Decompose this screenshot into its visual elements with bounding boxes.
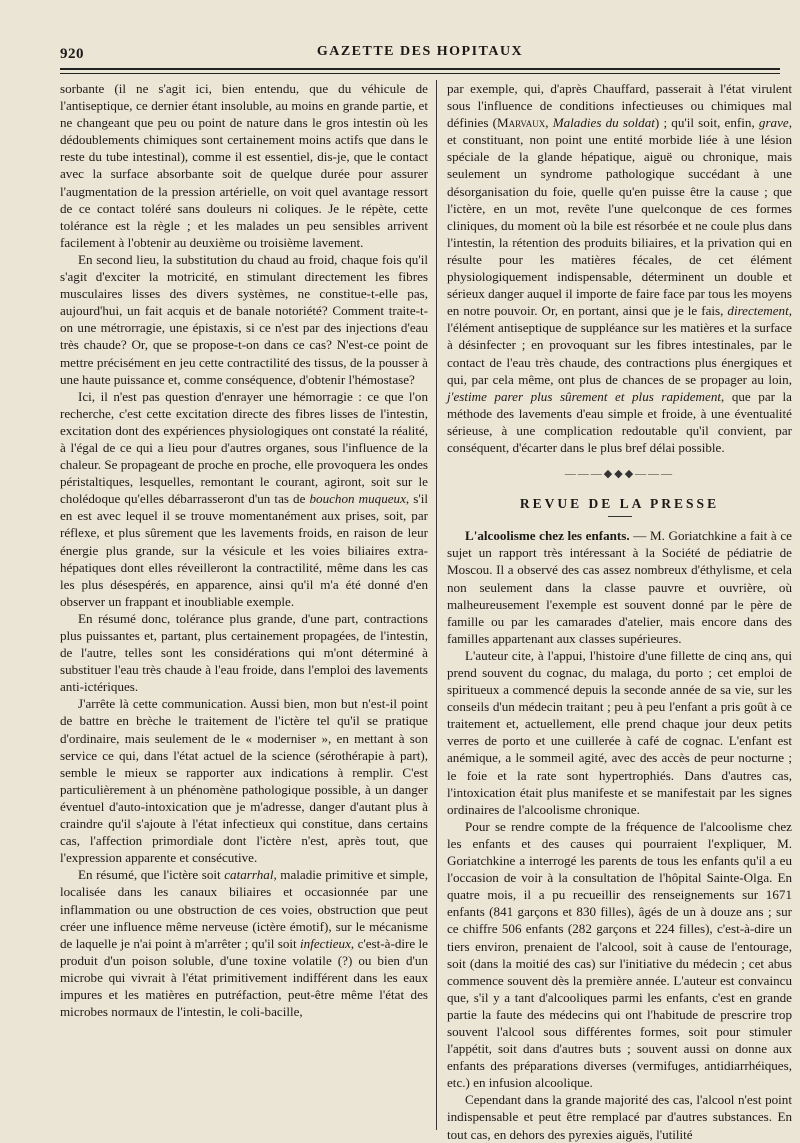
page-header: [60, 28, 780, 72]
paragraph: En second lieu, la substitution du chaud au froid, chaque fois qu'il s'agit d'exciter la motricité, en stimulant directement les fibres musculaires lisses des divers systèmes, ne constitue-t-elle pas, aujourd'hui, un fait acquis et de banale notoriété? Comment traite-t-on une métrorragie, une épistaxis, si ce n'est par des injections d'eau très chaude? Or, que se propose-t-on dans ce cas? N'est-ce point de mettre précisément en jeu cette contractilité des tissus, de la pousser à une haute puissance et, comme conséquence, d'obtenir l'hémostase?: [60, 251, 428, 387]
italic-term: infectieux: [300, 935, 351, 951]
column-divider: [436, 80, 437, 1130]
italic-term: directement: [727, 303, 789, 319]
section-title: REVUE DE LA PRESSE: [519, 496, 720, 512]
paragraph: par exemple, qui, d'après Chauffard, passerait à l'état virulent sous l'influence de conditions infectieuses ou chimiques mal définies (Marvaux, Maladies du soldat) ; qu'il soit, enfin, grave, et constituant, non point une entité morbide liée à une lésion spéciale de la glande hépatique, aiguë ou chronique, mais seulement un syndrome pathologique succédant à une désorganisation du foie, quelle qu'en puisse être la cause ; que l'ictère, en un mot, revête l'une quelconque de ces formes cliniques, du moment où la bile est résorbée et ne coule plus dans l'intestin, la rétention des produits biliaires, et la privation qui en résulte pour les matières fécales, de cet élément physiologiquement indispensable, déterminent un double et sérieux danger auquel il importe de faire face par tous les moyens en notre pouvoir. Or, en portant, ainsi que je le fais, directement, l'élément antiseptique de suppléance sur les matières et la surface à désinfecter ; en provoquant sur les fibres intestinales, par le contact de l'eau très chaude, des contractions plus énergiques et qui, par cela même, ont plus de chances de se propager au loin, j'estime parer plus sûrement et plus rapidement, que par la méthode des lavements d'eau simple et froide, à une éventualité sérieuse, à une complication redoutable qu'il convient, par conséquent, d'écarter dans le plus bref délai possible.: [447, 81, 793, 455]
italic-term: bouchon muqueux: [309, 491, 406, 507]
article-lead: L'alcoolisme chez les enfants.: [465, 528, 630, 544]
paragraph: J'arrête là cette communication. Aussi bien, mon but n'est-il point de battre en brèche le traitement de l'ictère tel qu'il se pratique d'ordinaire, mais seulement de le « moderniser », en mettant à son service ce qui, dans l'état actuel de la science (sérothérapie à part), semble le mieux se rapporter aux indications à remplir. C'est particulièrement à un phénomène pathologique possible, à un danger éventuel d'auto-intoxication que je m'adresse, danger d'autant plus à craindre qu'il s'ajoute à l'état infectieux qui constitue, dans certains cas, l'affection primordiale dont l'ictère n'est, après tout, que l'expression apparente et consécutive.: [60, 696, 428, 866]
italic-term: grave: [758, 115, 789, 131]
author-name: Marvaux: [497, 115, 546, 131]
paragraph: Cependant dans la grande majorité des cas, l'alcool n'est point indispensable et peut être remplacé par d'autres substances. En tout cas, en dehors des pyrexies aiguës, l'utilité: [447, 1092, 792, 1142]
paragraph: En résumé, que l'ictère soit catarrhal, maladie primitive et simple, localisée dans les canaux biliaires et occasionnée par une inflammation ou une obstruction de ces voies, obstruction que peut créer une influence même nerveuse (ictère émotif), sur le mécanisme de laquelle je n'ai point à m'arrêter ; qu'il soit infectieux, c'est-à-dire le produit d'un poison soluble, d'une toxine volatile (?) ou bien d'un microbe qui vivrait à l'état primitivement indifférent dans les eaux impures et les matières en putréfaction, peut-être même l'état des microbes normaux de l'intestin, le coli-bacille,: [60, 867, 428, 1020]
page-number: 920: [60, 46, 84, 62]
section-rule: [608, 516, 632, 517]
italic-term: catarrhal: [224, 867, 274, 883]
paragraph: sorbante (il ne s'agit ici, bien entendu, que du véhicule de l'antiseptique, ce dernier étant insoluble, au moins en grande partie, et ne changeant que peu ou point de nature dans le gros intestin où les dédoublements chimiques sont certainement moins actifs que dans le reste du tube intestinal), comme il est essentiel, dis-je, que le contact avec la surface absorbante soit de quelque durée pour assurer l'augmentation de la pression artérielle, on voit quel avantage ressort de ce contact toléré sans douleurs ni coliques. Je le répète, cette tolérance est la règle ; et les malades un peu sensibles arrivent facilement à l'obtenir au deuxième ou troisième lavement.: [60, 81, 428, 250]
paragraph: L'alcoolisme chez les enfants. — M. Goriatchkine a fait à ce sujet un rapport très intéressant à la Société de pédiatrie de Moscou. Il a observé des cas assez nombreux d'éthylisme, et cela non seulement dans la classe pauvre et ouvrière, où malheureusement l'exemple est souvent donné par le père de famille ou par les camarades d'atelier, mais encore dans des familles appartenant aux classes supérieures.: [447, 528, 792, 646]
paragraph: Ici, il n'est pas question d'enrayer une hémorragie : ce que l'on recherche, c'est cette excitation directe des fibres lisses de l'intestin, excitation dont des expériences physiologiques ont constaté la réalité, à l'égal de ce qui a lieu pour d'autres organes, sous l'influence de la chaleur. Se propageant de proche en proche, elle provoquera les ondes péristaltiques, lesquelles, remontant le courant, agiront, soit sur le cholédoque qu'elles débarrasseront d'un tas de bouchon muqueux, s'il en est avec lequel il se trouve momentanément aux prises, soit, par réflexe, et plus sûrement que les lavements froids, en raison de leur énergie plus grande, sur la vésicule et les voies biliaires extra-hépatiques dont elles réveilleront la contractilité, même dans les cas les plus désespérés, en apparence, ainsi qu'il m'a été donné d'en observer un frappant et inoubliable exemple.: [60, 388, 428, 609]
journal-title: GAZETTE DES HOPITAUX: [316, 44, 524, 59]
paragraph: En résumé donc, tolérance plus grande, d'une part, contractions plus puissantes et, partant, plus certainement propagées, de l'intestin, de l'autre, telles sont les considérations qui m'ont déterminé à substituer l'eau très chaude à l'eau froide, dans l'emploi des lavements anti-ictériques.: [60, 610, 428, 695]
left-column: [60, 80, 428, 1020]
italic-term: j'estime parer plus sûrement et plus rapidement: [447, 388, 722, 404]
paragraph: L'auteur cite, à l'appui, l'histoire d'une fillette de cinq ans, qui prend souvent du cognac, du malaga, du porto ; cet emploi de spiritueux a commencé depuis la seconde année de sa vie, sur les conseils d'un médecin traitant ; peu à peu l'enfant a pris goût à ce traitement et, actuellement, elle prend chaque jour deux petits verres de porto et une cuillerée à café de cognac. L'enfant est anémique, a le sommeil agité, avec des accès de peur nocturne ; le foie et la rate sont hypertrophiés. Dans d'autres cas, l'intoxication était plus manifeste et se manifestait par les signes ordinaires de l'alcoolisme chronique.: [447, 647, 792, 817]
header-rule: [60, 68, 780, 70]
header-rule-thin: [60, 73, 780, 74]
italic-term: Maladies du soldat: [552, 115, 655, 131]
paragraph: Pour se rendre compte de la fréquence de l'alcoolisme chez les enfants et des causes qui pourraient l'expliquer, M. Goriatchkine a interrogé les parents de tous les enfants qu'il a eu l'occasion de voir à la consultation de l'hôpital Sainte-Olga. En quatre mois, il a pu recueillir des renseignements sur 1671 enfants (841 garçons et 830 filles), âgés de un à douze ans ; sur ce chiffre 506 enfants (282 garçons et 224 filles), c'est-à-dire un tiers environ, prenaient de l'alcool, soit à cause de l'entourage, soit (dans la moitié des cas) sur l'initiative du médecin ; cet abus commence souvent dès la première année. L'auteur est convaincu que, s'il y a tant d'alcooliques parmi les enfants, c'est en grande partie la faute des médecins qui ont l'habitude de prescrire trop souvent l'alcool sous différentes formes, soit pour stimuler l'appétit, soit dans d'autres buts ; souvent aussi on donne aux enfants des préparations diverses (vermifuges, antidiarrhéiques, etc.) en infusion alcoolique.: [447, 818, 792, 1091]
right-column: [447, 80, 792, 1143]
ornament-divider: ———◆◆◆———: [564, 468, 675, 481]
